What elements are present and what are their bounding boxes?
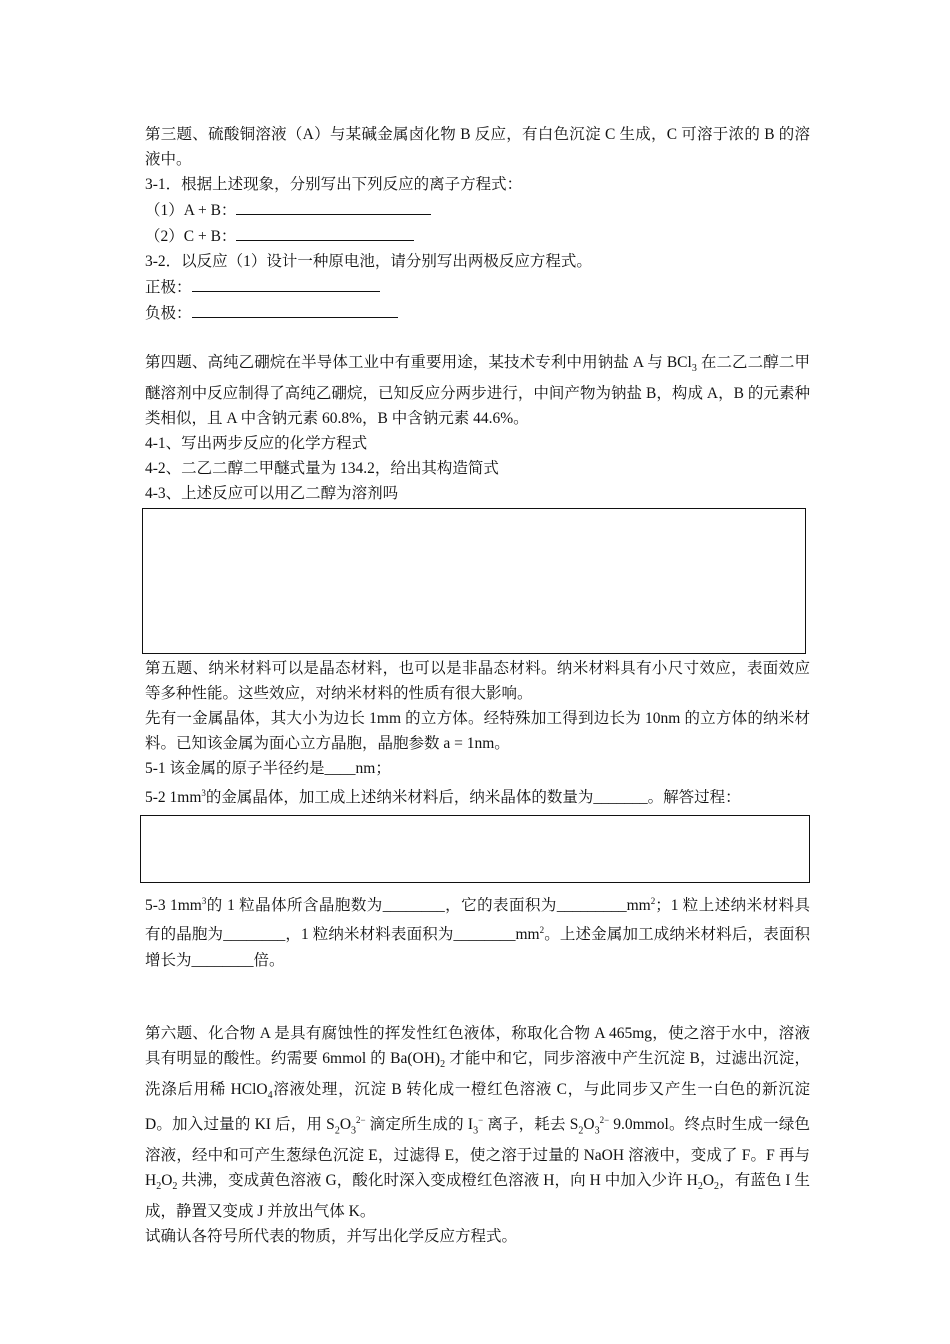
q4-answer-box[interactable] — [142, 508, 806, 654]
q4-1-prompt: 4-1、写出两步反应的化学方程式 — [145, 435, 368, 453]
q6-instruction: 试确认各符号所代表的物质，并写出化学反应方程式。 — [145, 1228, 518, 1246]
q5-3-prompt: 5-3 $1mm^3$的 1 粒晶体所含晶胞数为________，它的表面积为$\_\_\_\_\_\_\_\_\_mm^2$；1 粒上述纳米材料具有的晶胞为________，1 粒纳米材料表面积为$\_\_\_\_\_\_\_\_mm^2$。上述金属加工成纳米材料后，表面积增长为________倍。 — [145, 896, 810, 969]
q5-3-blank-2[interactable]: _________ — [556, 897, 627, 915]
q3-1-item2-blank[interactable] — [236, 223, 414, 241]
document-page — [145, 122, 810, 1249]
q3-1-item1-label: （1）A + B： — [145, 202, 237, 219]
q4-2-prompt: 4-2、二乙二醇二甲醚式量为 134.2，给出其构造简式 — [145, 460, 499, 478]
q6-body: 第六题、化合物 A 是具有腐蚀性的挥发性红色液体，称取化合物 A 465mg，使之溶于水中，溶液具有明显的酸性。约需要 6mmol 的 $Ba(OH)_2$ 才能中和它，同步溶液中产生沉淀 B，过滤出沉淀，洗涤后用稀 HClO$_4$溶液处理，沉淀 B 转化成一橙红色溶液 C，与此同步又产生一白色的新沉淀 D。加入过量的 KI 后，用 $S_2O_3^{2-}$ 滴定所生成的 $I_3^-$ 离子，耗去 $S_2O_3^{2-}$ 9.0mmol。终点时生成一绿色溶液，经中和可产生葱绿色沉淀 E，过滤得 E，使之溶于过量的 NaOH 溶液中，变成了 F。F 再与 $H_2O_2$ 共沸，变成黄色溶液 G，酸化时深入变成橙红色溶液 H，向 H 中加入少许 $H_2O_2$，有蓝色 I 生成，静置又变成 J 并放出气体 K。 — [145, 1024, 811, 1221]
q5-3-blank-5[interactable]: ________ — [191, 951, 254, 969]
q5-2-blank[interactable]: _______ — [593, 789, 648, 807]
q3-2-negative — [145, 300, 810, 326]
q3-1-item2-label: （2）C + B： — [145, 228, 237, 245]
q5-intro: 第五题、纳米材料可以是晶态材料，也可以是非晶态材料。纳米材料具有小尺寸效应，表面效应等多种性能。这些效应，对纳米材料的性质有很大影响。 — [145, 660, 810, 703]
q5-intro2: 先有一金属晶体，其大小为边长 1mm 的立方体。经特殊加工得到边长为 10nm 的立方体的纳米材料。已知该金属为面心立方晶胞，晶胞参数 a = 1nm。 — [145, 710, 810, 753]
q4-3-prompt: 4-3、上述反应可以用乙二醇为溶剂吗 — [145, 485, 399, 503]
q3-1-item1-blank[interactable] — [236, 197, 431, 215]
negative-electrode-blank[interactable] — [192, 300, 398, 318]
q3-1-item2 — [145, 223, 810, 249]
q3-2-prompt: 3-2．以反应（1）设计一种原电池，请分别写出两极反应方程式。 — [145, 253, 592, 270]
q3-2-positive — [145, 274, 810, 300]
negative-electrode-label: 负极： — [145, 305, 192, 322]
q5-1-blank[interactable]: ____ — [324, 760, 356, 778]
q5-1-prompt: 5-1 该金属的原子半径约是____nm； — [145, 760, 391, 778]
q5-3-blank-4[interactable]: ________ — [453, 926, 516, 944]
q5-2-prompt: 5-2 $1mm^3$的金属晶体，加工成上述纳米材料后，纳米晶体的数量为_______。解答过程： — [145, 788, 741, 807]
positive-electrode-label: 正极： — [145, 279, 192, 296]
q3-intro: 第三题、硫酸铜溶液（A）与某碱金属卤化物 B 反应，有白色沉淀 C 生成，C 可溶于浓的 B 的溶液中。 — [145, 126, 810, 168]
positive-electrode-blank[interactable] — [192, 274, 380, 292]
q5-2-answer-box[interactable] — [140, 815, 810, 883]
q5-3-blank-3[interactable]: ________ — [223, 926, 286, 944]
q3-1-prompt: 3-1．根据上述现象，分别写出下列反应的离子方程式： — [145, 176, 523, 193]
q5-3-blank-1[interactable]: ________ — [382, 897, 445, 915]
q4-intro: 第四题、高纯乙硼烷在半导体工业中有重要用途，某技术专利中用钠盐 A 与 BCl$_3$ 在二乙二醇二甲醚溶剂中反应制得了高纯乙硼烷，已知反应分两步进行，中间产物为钠盐 B，构成 A，B 的元素种类相似，且 A 中含钠元素 60.8%，B 中含钠元素 44.6%。 — [145, 354, 810, 428]
q3-1-item1 — [145, 197, 810, 223]
